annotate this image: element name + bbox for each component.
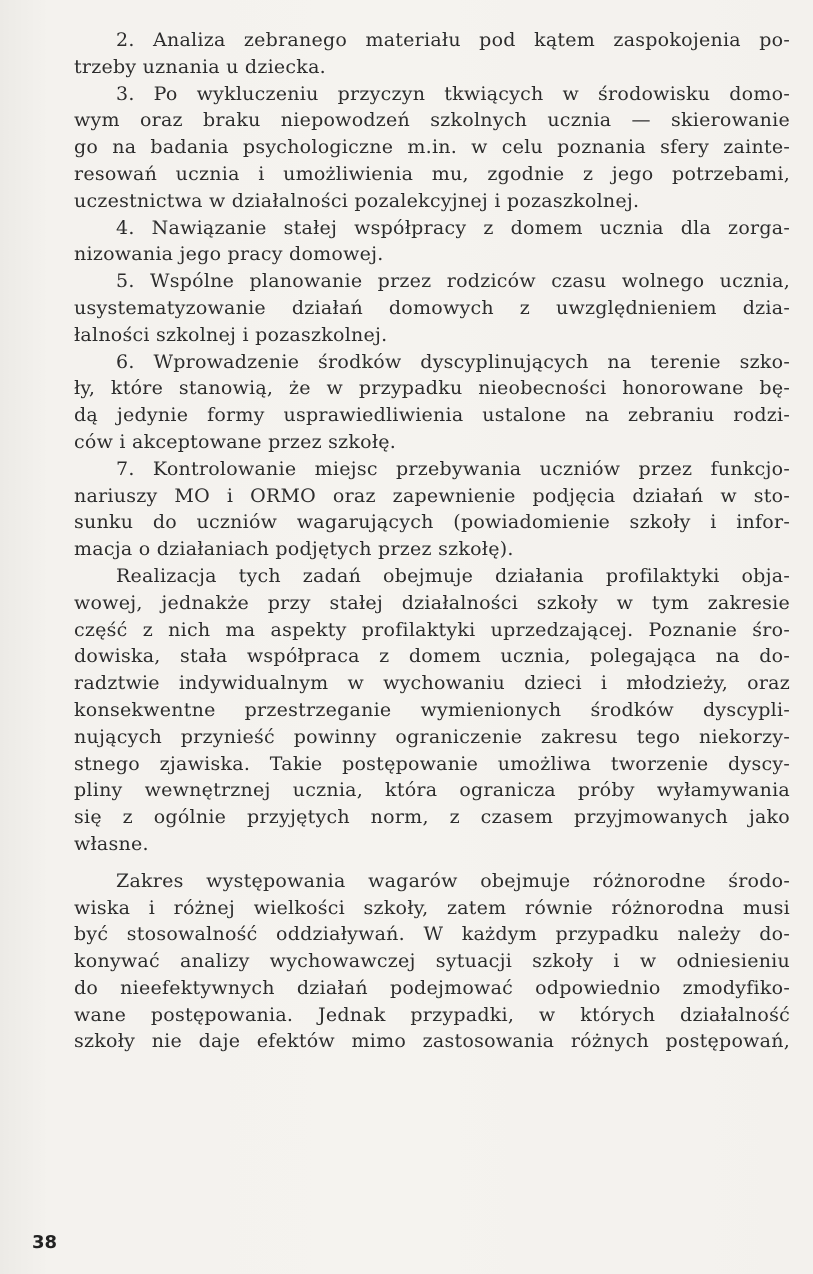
text-line: pliny wewnętrznej ucznia, która ogranicza próby wyłamywania xyxy=(74,779,790,802)
text-line: radztwie indywidualnym w wychowaniu dzieci i młodzieży, oraz xyxy=(74,672,790,695)
text-line: dą jedynie formy usprawiedliwienia ustalone na zebraniu rodzi- xyxy=(74,404,790,427)
text-line: uczestnictwa w działalności pozalekcyjnej i pozaszkolnej. xyxy=(74,189,640,212)
text-line: nariuszy MO i ORMO oraz zapewnienie podjęcia działań w sto- xyxy=(74,484,790,507)
text-line: wowej, jednakże przy stałej działalności szkoły w tym zakresie xyxy=(74,591,790,614)
text-line: szkoły nie daje efektów mimo zastosowania różnych postępowań, xyxy=(74,1030,790,1053)
text-line: stnego zjawiska. Takie postępowanie umożliwa tworzenie dyscy- xyxy=(74,752,790,775)
list-item-3 xyxy=(32,81,790,215)
paragraph-realizacja xyxy=(32,563,790,858)
text-line: nizowania jego pracy domowej. xyxy=(74,243,384,266)
text-line: 3. Po wykluczeniu przyczyn tkwiących w środowisku domo- xyxy=(116,82,790,105)
text-line: Zakres występowania wagarów obejmuje różnorodne środo- xyxy=(116,869,790,892)
text-line: wane postępowania. Jednak przypadki, w których działalność xyxy=(74,1003,790,1026)
text-line: łalności szkolnej i pozaszkolnej. xyxy=(74,323,388,346)
text-line: Realizacja tych zadań obejmuje działania profilaktyki obja- xyxy=(116,564,790,587)
paragraph-zakres xyxy=(32,868,790,1056)
list-item-2 xyxy=(32,27,790,81)
text-line: być stosowalność oddziaływań. W każdym przypadku należy do- xyxy=(74,923,790,946)
text-line: konsekwentne przestrzeganie wymienionych środków dyscypli- xyxy=(74,698,790,721)
text-line: się z ogólnie przyjętych norm, z czasem przyjmowanych jako xyxy=(74,806,790,829)
text-line: wiska i różnej wielkości szkoły, zatem równie różnorodna musi xyxy=(74,896,790,919)
list-item-4 xyxy=(32,215,790,269)
list-item-5 xyxy=(32,268,790,348)
text-line: nujących przynieść powinny ograniczenie zakresu tego niekorzy- xyxy=(74,725,790,748)
text-line: do nieefektywnych działań podejmować odpowiednio zmodyfiko- xyxy=(74,976,790,999)
list-item-6 xyxy=(32,349,790,456)
text-line: trzeby uznania u dziecka. xyxy=(74,55,326,78)
text-line: 7. Kontrolowanie miejsc przebywania uczniów przez funkcjo- xyxy=(116,457,790,480)
page-number: 38 xyxy=(32,1232,58,1253)
list-item-7 xyxy=(32,456,790,563)
body-text xyxy=(32,27,790,1055)
text-line: konywać analizy wychowawczej sytuacji szkoły i w odniesieniu xyxy=(74,950,790,973)
text-line: resowań ucznia i umożliwienia mu, zgodnie z jego potrzebami, xyxy=(74,162,790,185)
text-line: dowiska, stała współpraca z domem ucznia, polegająca na do- xyxy=(74,645,790,668)
text-line: ców i akceptowane przez szkołę. xyxy=(74,430,397,453)
text-line: ły, które stanowią, że w przypadku nieobecności honorowane bę- xyxy=(74,377,790,400)
text-line: część z nich ma aspekty profilaktyki uprzedzającej. Poznanie śro- xyxy=(74,618,790,641)
text-line: usystematyzowanie działań domowych z uwzględnieniem dzia- xyxy=(74,296,790,319)
text-line: 4. Nawiązanie stałej współpracy z domem ucznia dla zorga- xyxy=(116,216,790,239)
text-line: 5. Wspólne planowanie przez rodziców czasu wolnego ucznia, xyxy=(116,270,790,293)
text-line: 6. Wprowadzenie środków dyscyplinujących na terenie szko- xyxy=(116,350,790,373)
text-line: własne. xyxy=(74,832,149,855)
text-line: macja o działaniach podjętych przez szkołę). xyxy=(74,538,514,561)
text-line: wym oraz braku niepowodzeń szkolnych ucznia — skierowanie xyxy=(74,109,790,132)
text-line: go na badania psychologiczne m.in. w celu poznania sfery zainte- xyxy=(74,136,790,159)
paragraph-gap xyxy=(32,858,790,868)
text-line: 2. Analiza zebranego materiału pod kątem zaspokojenia po- xyxy=(116,29,790,51)
text-line: sunku do uczniów wagarujących (powiadomienie szkoły i infor- xyxy=(74,511,790,534)
